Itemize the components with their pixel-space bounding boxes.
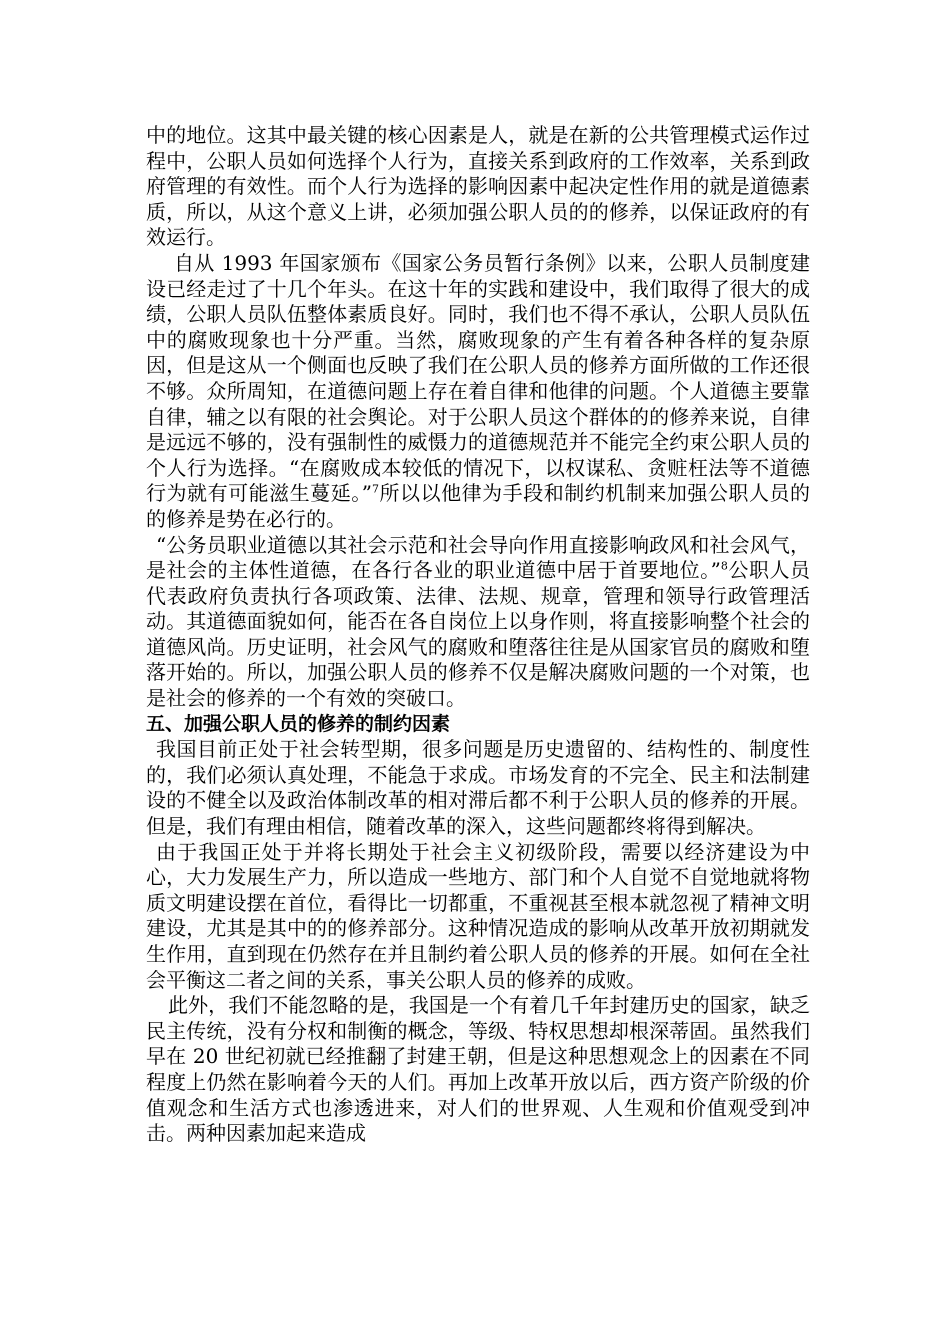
section-heading: 五、加强公职人员的修养的制约因素	[146, 712, 451, 735]
paragraph-2-text-b: 所以以他律为手段和制约机制来加强公职人员的的修养是势在必行的。	[146, 481, 811, 531]
paragraph-4: 我国目前正处于社会转型期，很多问题是历史遗留的、结构性的、制度性的，我们必须认真处理，不能急于求成。市场发育的不完全、民主和法制建设的不健全以及政治体制改革的相对滞后都不利于公职人员的修养的开展。但是，我们有理由相信，随着改革的深入，这些问题都终将得到解决。	[146, 737, 810, 839]
paragraph-1: 中的地位。这其中最关键的核心因素是人，就是在新的公共管理模式运作过程中，公职人员如何选择个人行为，直接关系到政府的工作效率，关系到政府管理的有效性。而个人行为选择的影响因素中起决定性作用的就是道德素质，所以，从这个意义上讲，必须加强公职人员的的修养，以保证政府的有效运行。	[146, 123, 810, 250]
document-body	[146, 123, 810, 1147]
footnote-ref-8: 8	[720, 559, 728, 573]
paragraph-5: 由于我国正处于并将长期处于社会主义初级阶段，需要以经济建设为中心，大力发展生产力，所以造成一些地方、部门和个人自觉不自觉地就将物质文明建设摆在首位，看得比一切都重，不重视甚至根本就忽视了精神文明建设，尤其是其中的的修养部分。这种情况造成的影响从改革开放初期就发生作用，直到现在仍然存在并且制约着公职人员的修养的开展。如何在全社会平衡这二者之间的关系，事关公职人员的修养的成败。	[146, 839, 810, 992]
paragraph-6: 此外，我们不能忽略的是，我国是一个有着几千年封建历史的国家，缺乏民主传统，没有分权和制衡的概念，等级、特权思想却根深蒂固。虽然我们早在 20 世纪初就已经推翻了封建王朝，但是这种思想观念上的因素在不同程度上仍然在影响着今天的人们。再加上改革开放以后，西方资产阶级的价值观念和生活方式也渗透进来，对人们的世界观、人生观和价值观受到冲击。两种因素加起来造成	[146, 993, 810, 1146]
paragraph-3-text-a: “公务员职业道德以其社会示范和社会导向作用直接影响政风和社会风气，是社会的主体性道德，在各行各业的职业道德中居于首要地位。”	[146, 532, 810, 583]
paragraph-2	[146, 251, 810, 533]
footnote-ref-7: 7	[372, 482, 379, 496]
paragraph-2-text-a: 自从 1993 年国家颁布《国家公务员暂行条例》以来，公职人员制度建设已经走过了十几个年头。在这十年的实践和建设中，我们取得了很大的成绩，公职人员队伍整体素质良好。同时，我们也不得不承认，公职人员队伍中的腐败现象也十分严重。当然，腐败现象的产生有着各种各样的复杂原因，但是这从一个侧面也反映了我们在公职人员的修养方面所做的工作还很不够。众所周知，在道德问题上存在着自律和他律的问题。个人道德主要靠自律，辅之以有限的社会舆论。对于公职人员这个群体的的修养来说，自律是远远不够的，没有强制性的威慑力的道德规范并不能完全约束公职人员的个人行为选择。“在腐败成本较低的情况下，以权谋私、贪赃枉法等不道德行为就有可能滋生蔓延。”	[146, 250, 810, 506]
paragraph-3-text-b: 公职人员代表政府负责执行各项政策、法律、法规、规章，管理和领导行政管理活动。其道德面貌如何，能否在各自岗位上以身作则，将直接影响整个社会的道德风尚。历史证明，社会风气的腐败和堕落往往是从国家官员的腐败和堕落开始的。所以，加强公职人员的修养不仅是解决腐败问题的一个对策，也是社会的修养的一个有效的突破口。	[146, 558, 811, 711]
paragraph-3	[146, 533, 810, 712]
